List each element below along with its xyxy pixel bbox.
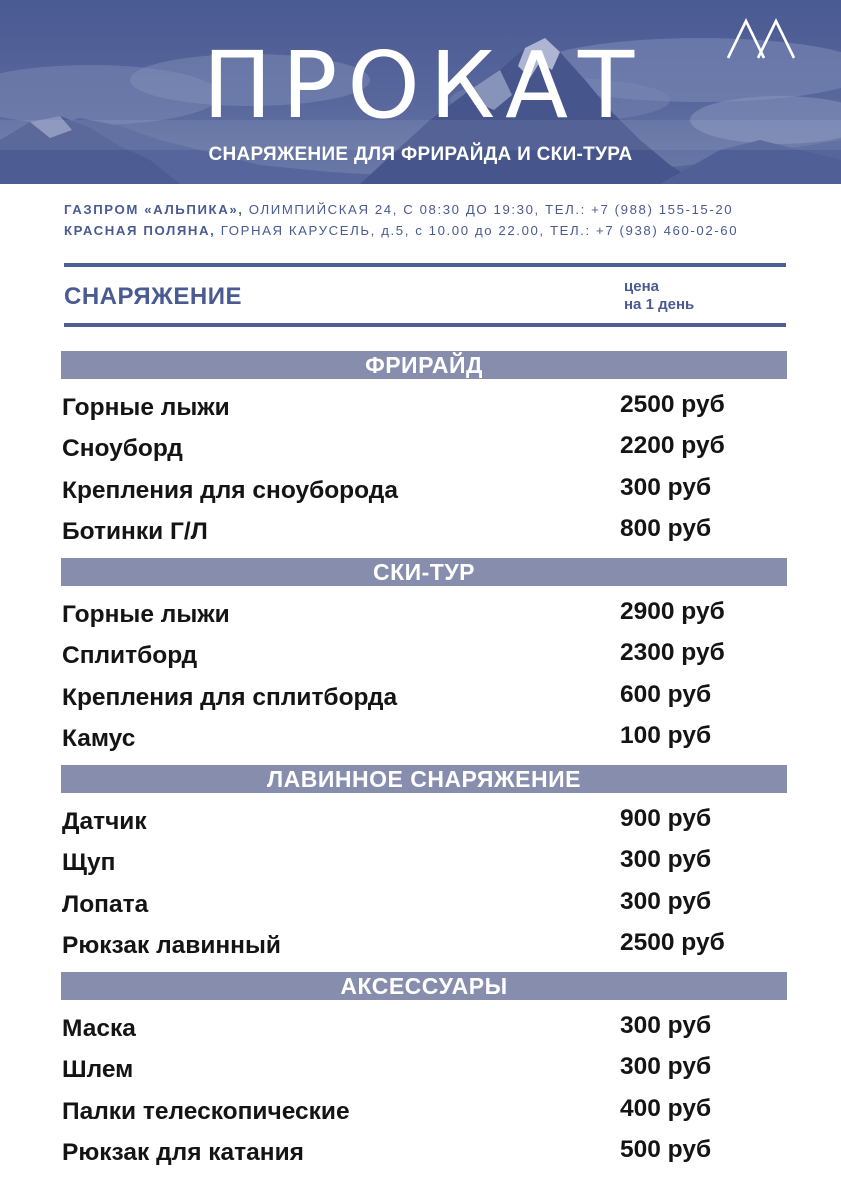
price-row bbox=[62, 890, 782, 920]
price-row bbox=[62, 600, 782, 630]
section-header-avalanche: ЛАВИННОЕ СНАРЯЖЕНИЕ bbox=[61, 765, 787, 793]
item-price: 300 руб bbox=[620, 888, 712, 915]
item-name: Рюкзак для катания bbox=[62, 1139, 304, 1166]
page-title: ПРОКАТ bbox=[202, 32, 645, 139]
price-header-line: цена bbox=[624, 278, 659, 295]
location-name: ГАЗПРОМ «АЛЬПИКА», bbox=[64, 202, 244, 217]
price-column-header bbox=[624, 278, 764, 314]
price-row bbox=[62, 517, 782, 547]
price-row bbox=[62, 641, 782, 671]
item-name: Сплитборд bbox=[62, 642, 198, 669]
section-header-freeride: ФРИРАЙД bbox=[61, 351, 787, 379]
location-name: КРАСНАЯ ПОЛЯНА, bbox=[64, 223, 216, 238]
item-name: Камус bbox=[62, 725, 136, 752]
location-line-krasnaya-polyana bbox=[64, 223, 794, 238]
item-price: 900 руб bbox=[620, 805, 712, 832]
location-details: ОЛИМПИЙСКАЯ 24, С 08:30 ДО 19:30, ТЕЛ.: +7 (988) 155-15-20 bbox=[243, 202, 734, 217]
item-name: Щуп bbox=[62, 849, 116, 876]
item-price: 300 руб bbox=[620, 846, 712, 873]
item-price: 300 руб bbox=[620, 1053, 712, 1080]
item-price: 600 руб bbox=[620, 681, 712, 708]
price-row bbox=[62, 434, 782, 464]
price-row bbox=[62, 683, 782, 713]
price-row bbox=[62, 1014, 782, 1044]
price-row bbox=[62, 807, 782, 837]
header-divider-bottom bbox=[64, 323, 786, 327]
item-price: 300 руб bbox=[620, 474, 712, 501]
location-details: ГОРНАЯ КАРУСЕЛЬ, д.5, с 10.00 до 22.00, ТЕЛ.: +7 (938) 460-02-60 bbox=[215, 223, 739, 238]
section-header-ski-tour: СКИ-ТУР bbox=[61, 558, 787, 586]
price-row bbox=[62, 1055, 782, 1085]
item-name: Ботинки Г/Л bbox=[62, 518, 208, 545]
item-name: Крепления для сплитборда bbox=[62, 684, 398, 711]
item-name: Рюкзак лавинный bbox=[62, 932, 281, 959]
item-name: Лопата bbox=[62, 891, 149, 918]
hero-banner bbox=[0, 0, 841, 184]
item-price: 500 руб bbox=[620, 1136, 712, 1163]
item-price: 300 руб bbox=[620, 1012, 712, 1039]
item-price: 800 руб bbox=[620, 515, 712, 542]
location-line-alpika bbox=[64, 202, 794, 217]
price-header-line: на 1 день bbox=[624, 296, 695, 313]
price-row bbox=[62, 1138, 782, 1168]
item-name: Датчик bbox=[62, 808, 147, 835]
price-row bbox=[62, 393, 782, 423]
item-price: 400 руб bbox=[620, 1095, 712, 1122]
price-row bbox=[62, 476, 782, 506]
item-price: 2300 руб bbox=[620, 639, 725, 666]
item-price: 100 руб bbox=[620, 722, 712, 749]
item-name: Маска bbox=[62, 1015, 136, 1042]
price-row bbox=[62, 848, 782, 878]
item-name: Сноуборд bbox=[62, 435, 183, 462]
item-name: Крепления для сноуборода bbox=[62, 477, 398, 504]
equipment-column-header: СНАРЯЖЕНИЕ bbox=[64, 283, 242, 310]
item-price: 2500 руб bbox=[620, 929, 725, 956]
item-name: Шлем bbox=[62, 1056, 134, 1083]
double-peak-logo-icon bbox=[726, 18, 798, 60]
price-row bbox=[62, 1097, 782, 1127]
item-name: Горные лыжи bbox=[62, 394, 230, 421]
price-row bbox=[62, 724, 782, 754]
item-price: 2200 руб bbox=[620, 432, 725, 459]
item-price: 2500 руб bbox=[620, 391, 725, 418]
item-name: Горные лыжи bbox=[62, 601, 230, 628]
page-subtitle: СНАРЯЖЕНИЕ ДЛЯ ФРИРАЙДА И СКИ-ТУРА bbox=[208, 144, 633, 165]
item-name: Палки телескопические bbox=[62, 1098, 350, 1125]
item-price: 2900 руб bbox=[620, 598, 725, 625]
price-row bbox=[62, 931, 782, 961]
header-divider-top bbox=[64, 263, 786, 267]
section-header-accessories: АКСЕССУАРЫ bbox=[61, 972, 787, 1000]
